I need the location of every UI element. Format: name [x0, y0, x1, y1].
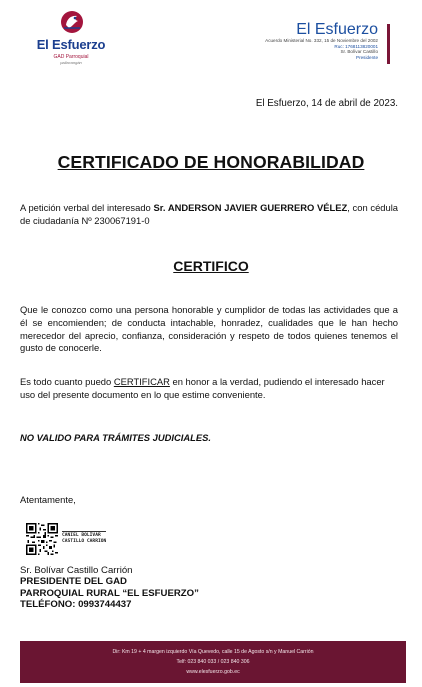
header-title: El Esfuerzo [296, 21, 378, 38]
signer-name: Sr. Bolívar Castillo Carrión [20, 565, 133, 576]
certificar-emphasis: CERTIFICAR [113, 376, 170, 387]
logo-subtitle: GAD Parroquial [53, 54, 89, 60]
closing-salutation: Atentamente, [20, 494, 76, 505]
conclusion-prefix: Es todo cuanto puedo [20, 376, 114, 387]
intro-suffix: , con cédula de ciudadanía Nº 230067191-0 [20, 202, 399, 226]
interested-name: Sr. ANDERSON JAVIER GUERRERO VÉLEZ [153, 202, 348, 213]
header-president-role: Presidente [356, 54, 378, 60]
signer-phone: TELÉFONO: 0993744437 [20, 599, 132, 611]
footer-phones: Telf: 023 840 033 / 023 840 306 [176, 659, 250, 665]
rooster-emblem-icon [60, 10, 84, 34]
signature-name-line1: CANIEL BOLIVAR [62, 531, 106, 539]
footer-website: www.elesfuerzo.gob.ec [186, 669, 240, 675]
logo-name: El Esfuerzo [36, 37, 106, 52]
document-title: CERTIFICADO DE HONORABILIDAD [57, 152, 365, 172]
footer-banner [20, 641, 406, 683]
intro-paragraph [20, 202, 398, 228]
certifico-heading: CERTIFICO [173, 258, 249, 274]
logo-tagline: pallacangán [60, 60, 82, 65]
conclusion-suffix: en honor a la verdad, pudiendo el interesado hacer uso del presente documento en lo que estime conveniente. [20, 376, 385, 400]
conclusion-paragraph [20, 376, 398, 402]
header-agreement: Acuerdo Ministerial No. 332, 15 de Noviembre del 2002 [265, 38, 378, 43]
header-ruc: Ruc: 1768113820001 [334, 43, 378, 49]
signer-role: PRESIDENTE DEL GAD [20, 576, 127, 588]
intro-prefix: A petición verbal del interesado [20, 202, 154, 213]
header-accent-bar [387, 24, 390, 64]
header-info [208, 22, 378, 60]
signer-block [20, 565, 199, 611]
signer-institution: PARROQUIAL RURAL “EL ESFUERZO” [20, 587, 199, 599]
gad-logo [26, 10, 116, 68]
qr-code-icon [26, 523, 58, 555]
header-president-name: Sr. Bolívar Castillo [340, 49, 378, 55]
footer-address: Dir: Km 19 + 4 margen izquierdo Vía Quevedo, calle 15 de Agosto s/n y Manuel Carrión [112, 649, 314, 655]
signature-name-line2: CASTILLO CARRION [62, 539, 107, 544]
document-date: El Esfuerzo, 14 de abril de 2023. [255, 98, 398, 109]
validity-notice: NO VALIDO PARA TRÁMITES JUDICIALES. [20, 432, 211, 443]
certification-paragraph: Que le conozco como una persona honorable y cumplidor de todas las actividades que a él se encomienden; de conducta intachable, honradez, cualidades que le han hecho merecedor del aprecio, confianza, consideración y respeto de todos quienes tenemos el gusto de conocerle. [20, 304, 398, 354]
digital-signature-names [62, 531, 106, 545]
